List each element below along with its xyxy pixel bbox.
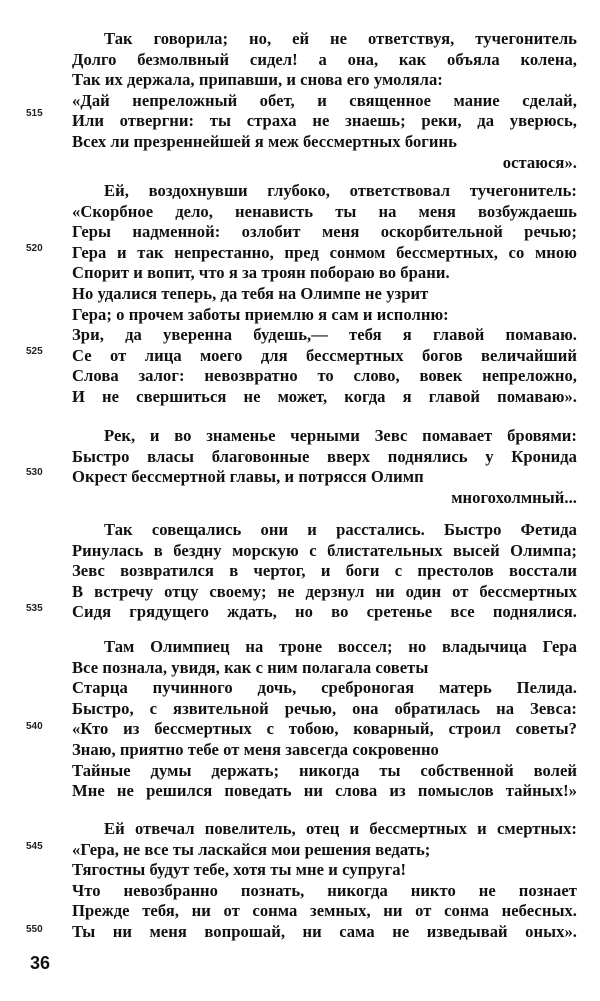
verse-line: В встречу отцу своему; не дерзнул ни один от бессмертных (72, 581, 577, 601)
stanza-1 (72, 29, 577, 173)
verse-line: Все познала, увидя, как с ним полагала советы (72, 657, 429, 677)
stanza-6 (72, 819, 577, 943)
verse-line: Се от лица моего для бессмертных богов величайший (72, 345, 577, 365)
verse-line: Старца пучинного дочь, среброногая матерь Пелида. (72, 678, 577, 698)
verse-line: Прежде тебя, ни от сонма земных, ни от сонма небесных. (72, 901, 577, 921)
verse-line: Так их держала, припавши, и снова его умоляла: (72, 70, 443, 90)
verse-line: Долго безмолвный сидел! а она, как объяла колена, (72, 49, 577, 69)
verse-line: Геры надменной: озлобит меня оскорбительной речью; (72, 222, 577, 242)
verse-line: Знаю, приятно тебе от меня завсегда сокровенно (72, 739, 439, 759)
verse-line: Сидя грядущего ждать, но во сретенье все поднялися. (72, 602, 577, 622)
verse-line: Всех ли презреннейшей я меж бессмертных богинь (72, 131, 457, 151)
verse-line: Что невозбранно познать, никогда никто не познает (72, 880, 577, 900)
verse-line: Рек, и во знаменье черными Зевс помавает бровями: (104, 426, 577, 445)
verse-line: Спорит и вопит, что я за троян побораю во брани. (72, 263, 450, 283)
verse-line: Ты ни меня вопрошай, ни сама не изведывай оных». (72, 921, 577, 941)
verse-line: «Кто из бессмертных с тобою, коварный, строил советы? (72, 719, 577, 739)
verse-number: 515 (26, 108, 43, 119)
verse-line: Тайные думы держать; никогда ты собственной волей (72, 760, 577, 780)
verse-line: «Гера, не все ты ласкайся мои решения ведать; (72, 839, 431, 859)
verse-number: 540 (26, 721, 43, 732)
verse-line-continuation: остаюся». (502, 152, 577, 172)
verse-line: И не свершиться не может, когда я главой помаваю». (72, 386, 577, 406)
stanza-2 (72, 181, 577, 408)
verse-line: Слова залог: невозвратно то слово, вовек непреложно, (72, 366, 577, 386)
verse-number: 530 (26, 467, 43, 478)
verse-line: Но удалися теперь, да тебя на Олимпе не узрит (72, 283, 429, 303)
verse-number: 520 (26, 243, 43, 254)
verse-line: Так совещались они и расстались. Быстро Фетида (104, 520, 577, 539)
verse-line: Тягостны будут тебе, хотя ты мне и супруга! (72, 860, 407, 880)
verse-line: Мне не решился поведать ни слова из помыслов тайных!» (72, 781, 577, 801)
verse-line: Ей, воздохнувши глубоко, ответствовал тучегонитель: (104, 181, 577, 200)
stanza-5 (72, 637, 577, 802)
verse-line: Ринулась в бездну морскую с блистательных высей Олимпа; (72, 540, 577, 560)
stanza-4 (72, 520, 577, 623)
verse-line: Зевс возвратился в чертог, и боги с престолов восстали (72, 561, 577, 581)
verse-line: Там Олимпиец на троне воссел; но владычица Гера (104, 637, 577, 656)
verse-line: Ей отвечал повелитель, отец и бессмертных и смертных: (104, 819, 577, 838)
verse-line: Гера; о прочем заботы приемлю я сам и исполню: (72, 304, 449, 324)
verse-line: «Дай непреложный обет, и священное мание сделай, (72, 90, 577, 110)
verse-line: Или отвергни: ты страха не знаешь; реки, да уверюсь, (72, 111, 577, 131)
verse-line: Зри, да уверенна будешь,— тебя я главой помаваю. (72, 325, 577, 345)
verse-number: 525 (26, 346, 43, 357)
verse-number: 550 (26, 924, 43, 935)
verse-line: Быстро, с язвительной речью, она обратилась на Зевса: (72, 698, 577, 718)
verse-line-continuation: многохолмный... (451, 487, 577, 507)
verse-line: Быстро власы благовонные вверх поднялись у Кронида (72, 446, 577, 466)
verse-line: Окрест бессмертной главы, и потрясся Олимп (72, 467, 424, 487)
verse-line: Гера и так непрестанно, пред сонмом бессмертных, со мною (72, 242, 577, 262)
stanza-3 (72, 426, 577, 508)
verse-line: «Скорбное дело, ненависть ты на меня возбуждаешь (72, 201, 577, 221)
verse-number: 545 (26, 841, 43, 852)
verse-line: Так говорила; но, ей не ответствуя, тучегонитель (104, 29, 577, 48)
verse-number: 535 (26, 603, 43, 614)
page-number: 36 (30, 953, 51, 973)
